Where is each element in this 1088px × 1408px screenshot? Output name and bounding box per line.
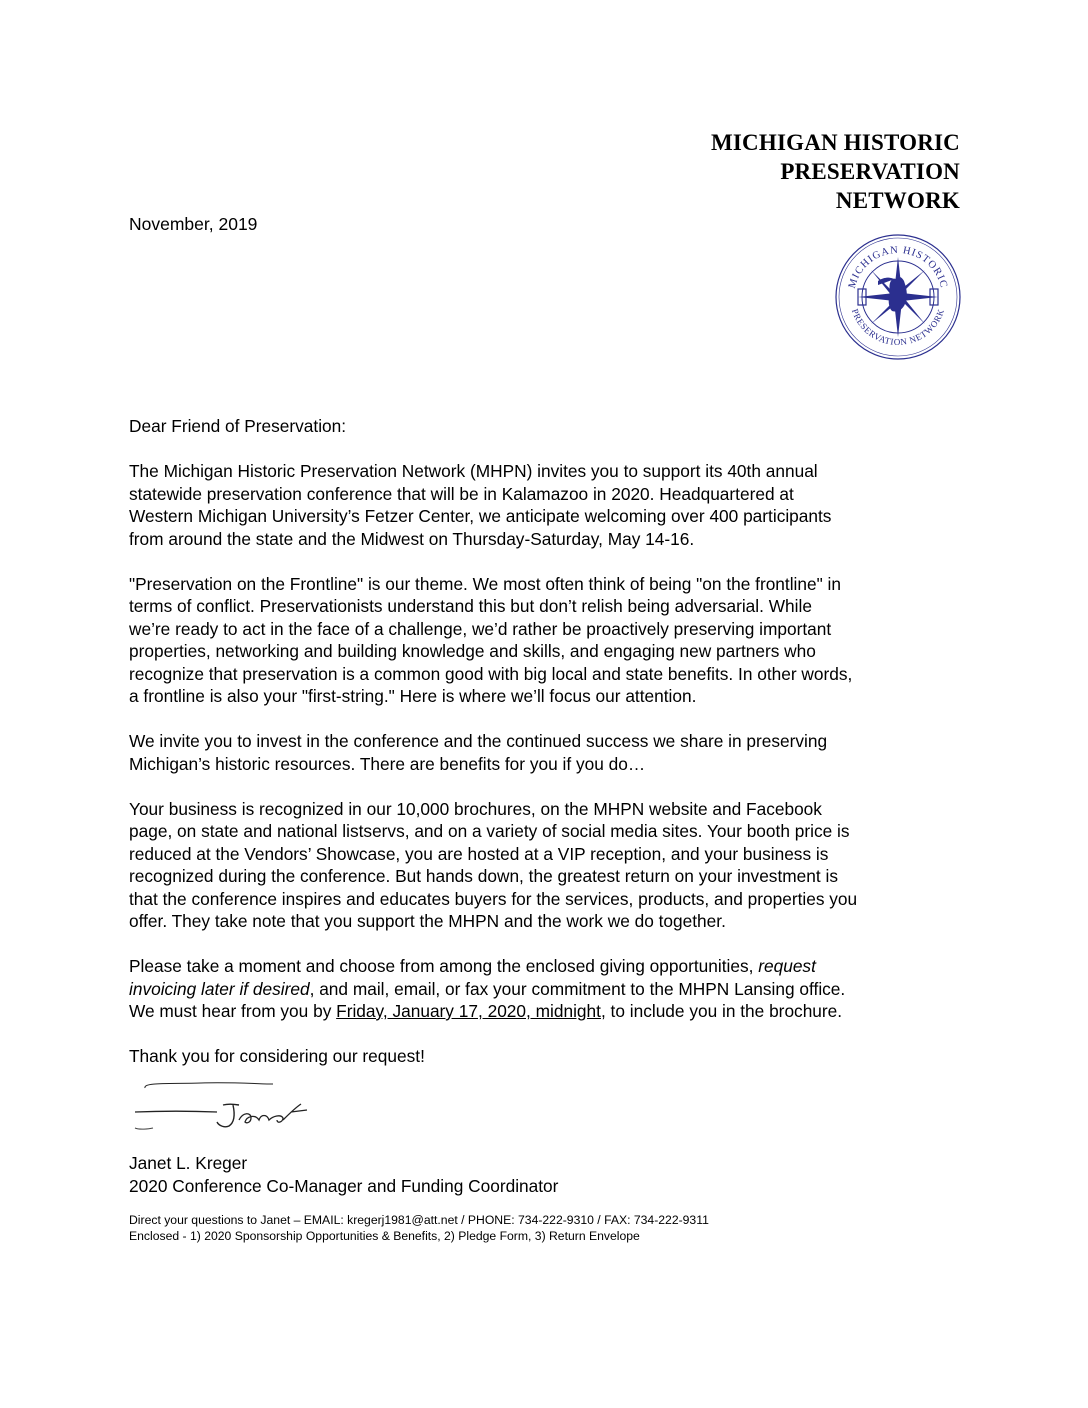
org-name-line-1: MICHIGAN HISTORIC [711, 130, 960, 155]
paragraph-line: a frontline is also your "first-string." Here is where we’ll focus our attention. [129, 686, 697, 706]
letter-date: November, 2019 [129, 214, 258, 234]
paragraph-line [129, 1000, 959, 1023]
paragraph-line: that the conference inspires and educates buyers for the services, products, and properties you [129, 888, 858, 909]
org-name-line-3: NETWORK [835, 188, 960, 213]
request-text: , and mail, email, or fax your commitment to the MHPN Lansing office. [309, 978, 846, 999]
paragraph-line: recognized during the conference. But hands down, the greatest return on your investment is [129, 866, 838, 886]
signer-title: 2020 Conference Co-Manager and Funding Coordinator [129, 1176, 559, 1196]
request-italic: request [758, 956, 816, 976]
paragraph-line: Your business is recognized in our 10,000 brochures, on the MHPN website and Facebook [129, 798, 822, 819]
paragraph-theme [129, 573, 959, 708]
deadline-date: Friday, January 17, 2020, midnight [336, 1001, 601, 1021]
handwritten-signature [131, 1078, 331, 1138]
svg-text:PRESERVATION NETWORK: PRESERVATION NETWORK [849, 307, 947, 348]
signer-block [129, 1152, 558, 1198]
paragraph-line: from around the state and the Midwest on Thursday-Saturday, May 14-16. [129, 528, 695, 549]
mhpn-seal-logo [834, 233, 962, 361]
deadline-prefix: We must hear from you by [129, 1001, 337, 1021]
letter-footer [129, 1213, 709, 1244]
paragraph-line: We invite you to invest in the conference and the continued success we share in preserving [129, 731, 828, 751]
organization-name [711, 128, 960, 215]
svg-text:MICHIGAN HISTORIC: MICHIGAN HISTORIC [846, 244, 950, 290]
paragraph-line: terms of conflict. Preservationists understand this but don’t relish being adversarial. While [129, 596, 812, 616]
paragraph-line: properties, networking and building knowledge and skills, and engaging new partners who [129, 641, 816, 661]
deadline-suffix: , to include you in the brochure. [600, 1001, 843, 1021]
salutation: Dear Friend of Preservation: [129, 416, 347, 436]
paragraph-benefits [129, 798, 959, 933]
invoicing-italic: invoicing later if desired [129, 978, 310, 999]
paragraph-line: Western Michigan University’s Fetzer Center, we anticipate welcoming over 400 participants [129, 506, 832, 526]
paragraph-line: offer. They take note that you support the MHPN and the work we do together. [129, 911, 726, 931]
paragraph-line: "Preservation on the Frontline" is our theme. We most often think of being "on the frontline" in [129, 573, 842, 594]
request-text: Please take a moment and choose from among the enclosed giving opportunities, [129, 956, 759, 976]
letter-body [129, 415, 959, 1090]
paragraph-line: we’re ready to act in the face of a challenge, we’d rather be proactively preserving important [129, 618, 832, 639]
contact-line: Direct your questions to Janet – EMAIL: kregerj1981@att.net / PHONE: 734-222-9310 / FAX: 734-222-9311 [129, 1213, 709, 1227]
paragraph-line [129, 978, 959, 1001]
paragraph-invest [129, 730, 959, 775]
paragraph-request [129, 955, 959, 1023]
paragraph-line: The Michigan Historic Preservation Network (MHPN) invites you to support its 40th annual [129, 461, 818, 481]
paragraph-line: page, on state and national listservs, and on a variety of social media sites. Your booth price is [129, 821, 850, 841]
paragraph-invitation [129, 460, 959, 550]
org-name-line-2: PRESERVATION [780, 159, 960, 184]
signer-name: Janet L. Kreger [129, 1153, 248, 1173]
paragraph-line: reduced at the Vendors’ Showcase, you are hosted at a VIP reception, and your business is [129, 843, 829, 864]
paragraph-line: Michigan’s historic resources. There are benefits for you if you do… [129, 753, 646, 774]
paragraph-line: statewide preservation conference that will be in Kalamazoo in 2020. Headquartered at [129, 483, 794, 504]
paragraph-line [129, 955, 959, 978]
closing-line: Thank you for considering our request! [129, 1046, 425, 1066]
enclosures-line: Enclosed - 1) 2020 Sponsorship Opportunities & Benefits, 2) Pledge Form, 3) Return Envelope [129, 1228, 640, 1243]
paragraph-line: recognize that preservation is a common good with big local and state benefits. In other words, [129, 663, 853, 684]
